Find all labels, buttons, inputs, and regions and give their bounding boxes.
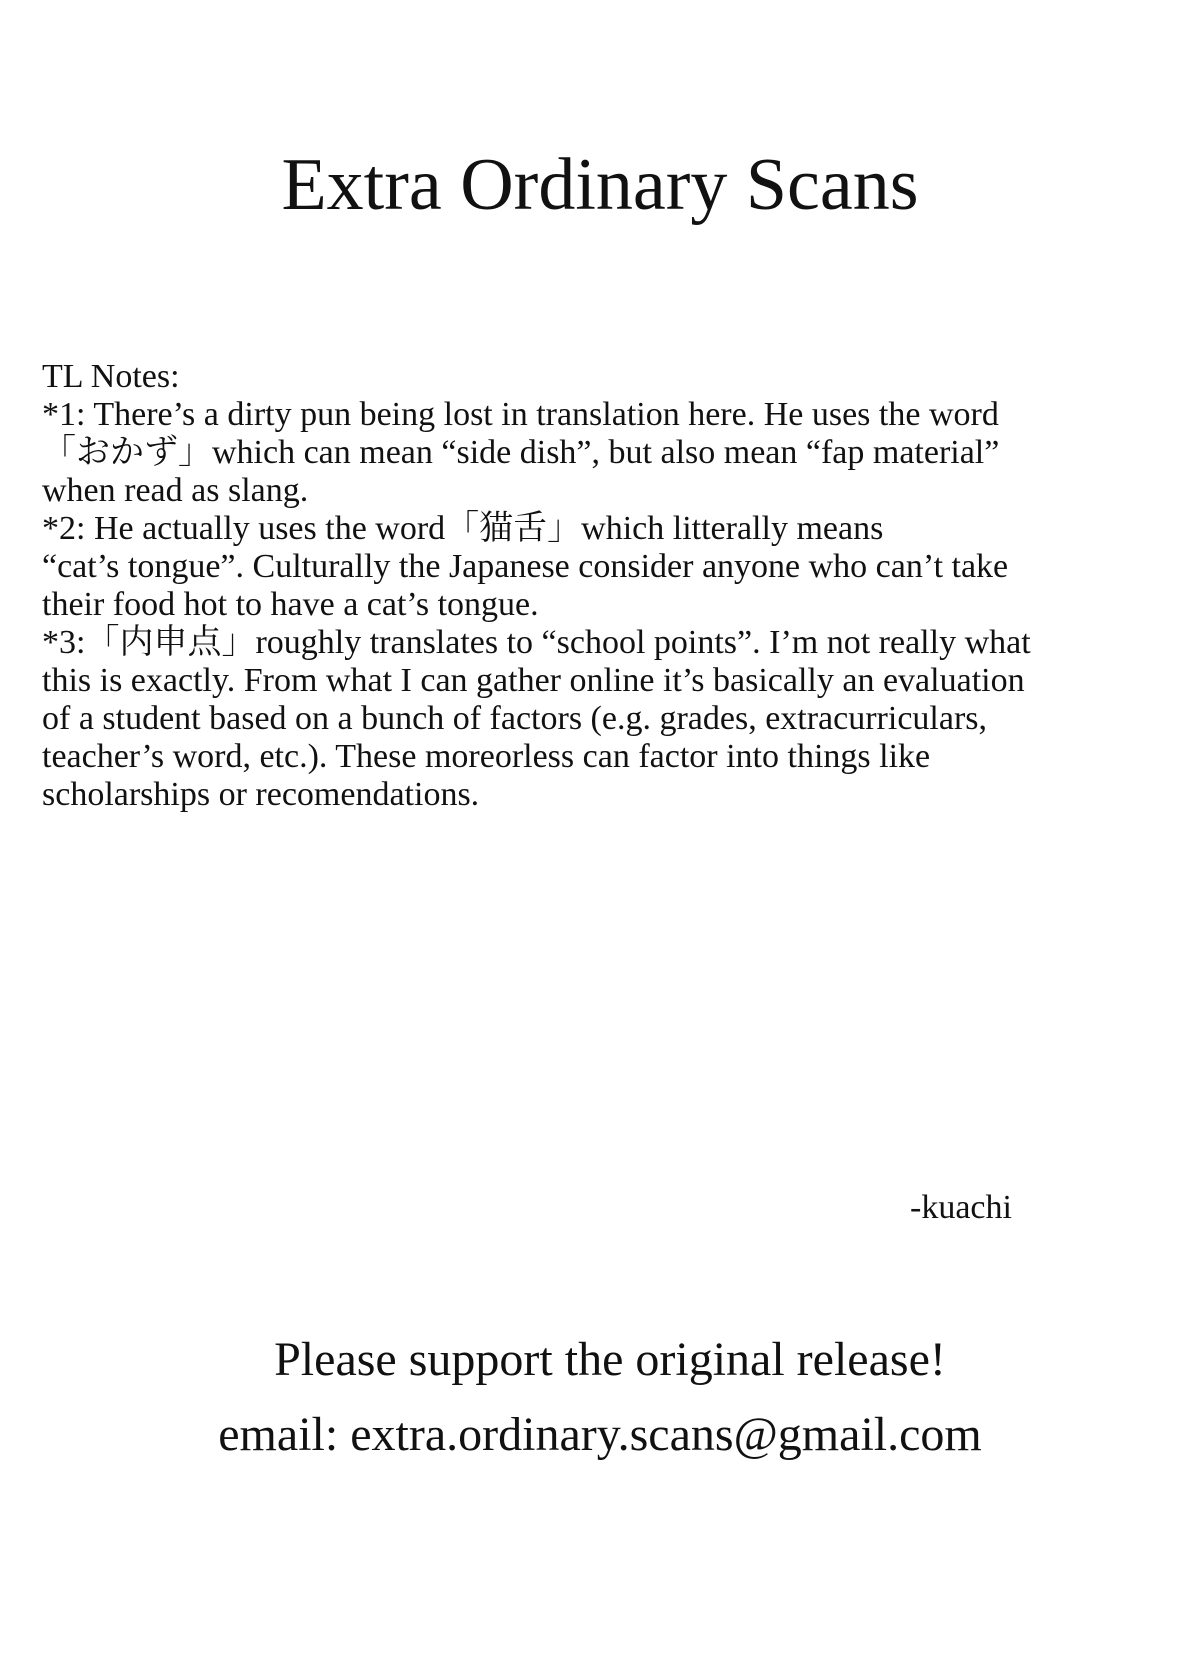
note-line: *3:「内申点」roughly translates to “school points”. I’m not really what (42, 624, 1031, 661)
support-message: Please support the original release! (274, 1333, 946, 1386)
page-title: Extra Ordinary Scans (281, 144, 919, 226)
tl-notes (42, 358, 1172, 814)
note-line: scholarships or recomendations. (42, 776, 480, 813)
note-line: “cat’s tongue”. Culturally the Japanese consider anyone who can’t take (42, 548, 1009, 585)
note-line: *2: He actually uses the word「猫舌」which litterally means (42, 510, 884, 547)
note-line: when read as slang. (42, 472, 309, 509)
note-line: their food hot to have a cat’s tongue. (42, 586, 539, 623)
author-signature: -kuachi (910, 1189, 1012, 1226)
note-line: this is exactly. From what I can gather online it’s basically an evaluation (42, 662, 1025, 699)
contact-email: email: extra.ordinary.scans@gmail.com (218, 1408, 982, 1461)
note-line: teacher’s word, etc.). These moreorless can factor into things like (42, 738, 931, 775)
note-line: *1: There’s a dirty pun being lost in translation here. He uses the word (42, 396, 999, 433)
notes-heading: TL Notes: (42, 358, 180, 395)
note-line: 「おかず」which can mean “side dish”, but also mean “fap material” (42, 434, 1000, 471)
note-line: of a student based on a bunch of factors (e.g. grades, extracurriculars, (42, 700, 988, 737)
